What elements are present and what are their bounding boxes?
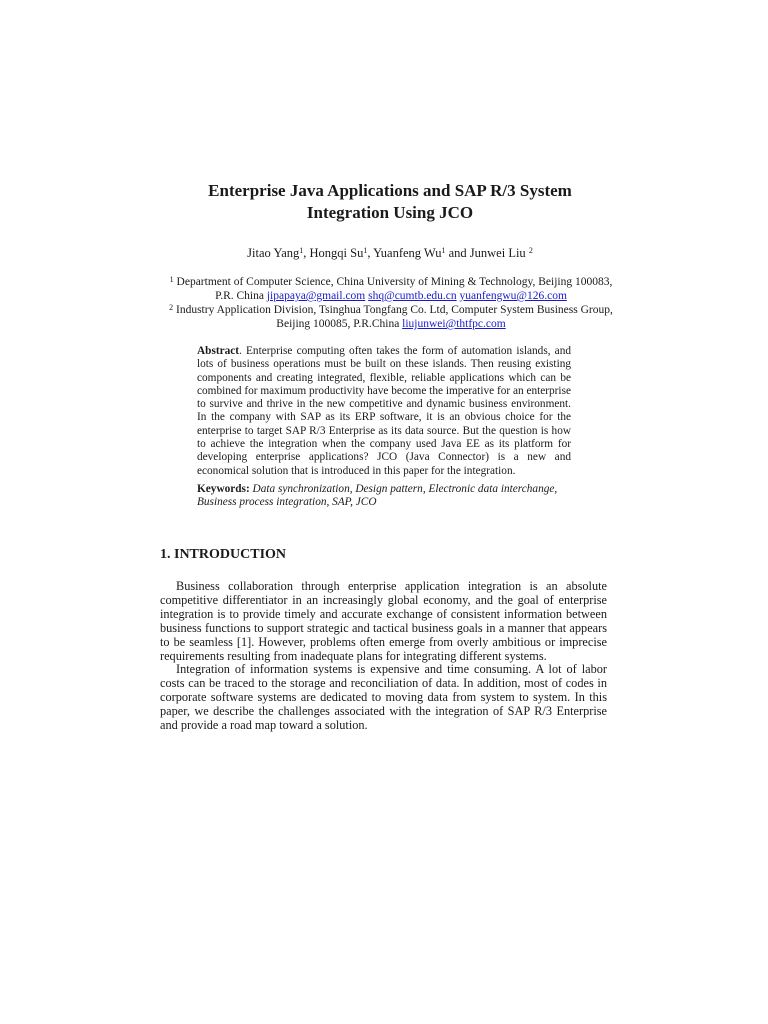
introduction-body — [160, 580, 607, 733]
author-list — [150, 245, 630, 261]
keywords-text: Data synchronization, Design pattern, Electronic data interchange, Business process integration, SAP, JCO — [197, 483, 558, 509]
paper-title-line-1: Enterprise Java Applications and SAP R/3 System — [208, 181, 572, 200]
paper-title — [150, 180, 630, 224]
paragraph: Integration of information systems is expensive and time consuming. A lot of labor costs can be traced to the storage and reconciliation of data. In addition, most of codes in corporate software systems are dedicated to moving data from system to system. In this paper, we describe the challenges associated with the integration of SAP R/3 Enterprise and provide a road map toward a solution. — [160, 662, 607, 733]
paragraph: Business collaboration through enterprise application integration is an absolute competitive differentiator in an increasingly global economy, and the goal of enterprise integration is to provide timely and accurate exchange of consistent information between business functions to support strategic and tactical business goals in a manner that appears to be seamless [1]. However, problems often emerge from overly ambitious or imprecise requirements resulting from inadequate plans for integrating different systems. — [160, 579, 607, 663]
affiliations — [168, 275, 614, 331]
author-name: and Junwei Liu — [445, 246, 529, 260]
author-name: Jitao Yang — [247, 246, 300, 260]
section-heading-introduction: 1. INTRODUCTION — [160, 547, 287, 562]
keywords-label: Keywords: — [197, 483, 250, 495]
email-link[interactable]: jipapaya@gmail.com — [266, 290, 366, 302]
affiliation-text: Industry Application Division, Tsinghua Tongfang Co. Ltd, Computer System Business Group, Beijing 100085, P.R.China — [173, 304, 613, 330]
affiliation-1 — [168, 275, 614, 303]
abstract — [197, 345, 571, 478]
email-link[interactable]: shq@cumtb.edu.cn — [368, 290, 457, 302]
email-link[interactable]: yuanfengwu@126.com — [459, 290, 567, 302]
keywords — [197, 483, 577, 510]
author-superscript: 2 — [528, 246, 533, 255]
affiliation-2 — [168, 303, 614, 331]
affiliation-text: Department of Computer Science, China University of Mining & Technology, Beijing 100083, P.R. China — [173, 276, 613, 302]
affiliation-superscript: 1 — [169, 275, 174, 284]
abstract-text: . Enterprise computing often takes the form of automation islands, and lots of business operations must be built on these islands. Then reusing existing components and creating integrated, flexible, reliable applications which can be combined for maximum productivity have become the imperative for an enterprise to survive and thrive in the new competitive and dynamic business environment. In the company with SAP as its ERP software, it is an obvious choice for the enterprise to target SAP R/3 Enterprise as its data source. But the question is how to achieve the integration when the company used Java EE as its platform for developing enterprise applications? JCO (Java Connector) is a new and economical solution that is introduced in this paper for the integration. — [197, 345, 571, 477]
author-superscript: 1 — [363, 246, 368, 255]
paper-title-line-2: Integration Using JCO — [306, 203, 474, 222]
author-name: , Yuanfeng Wu — [367, 246, 442, 260]
affiliation-superscript: 2 — [169, 303, 174, 312]
author-name: , Hongqi Su — [303, 246, 364, 260]
author-superscript: 1 — [441, 246, 446, 255]
abstract-label: Abstract — [197, 345, 240, 357]
author-superscript: 1 — [299, 246, 304, 255]
email-link[interactable]: liujunwei@thtfpc.com — [402, 318, 506, 330]
